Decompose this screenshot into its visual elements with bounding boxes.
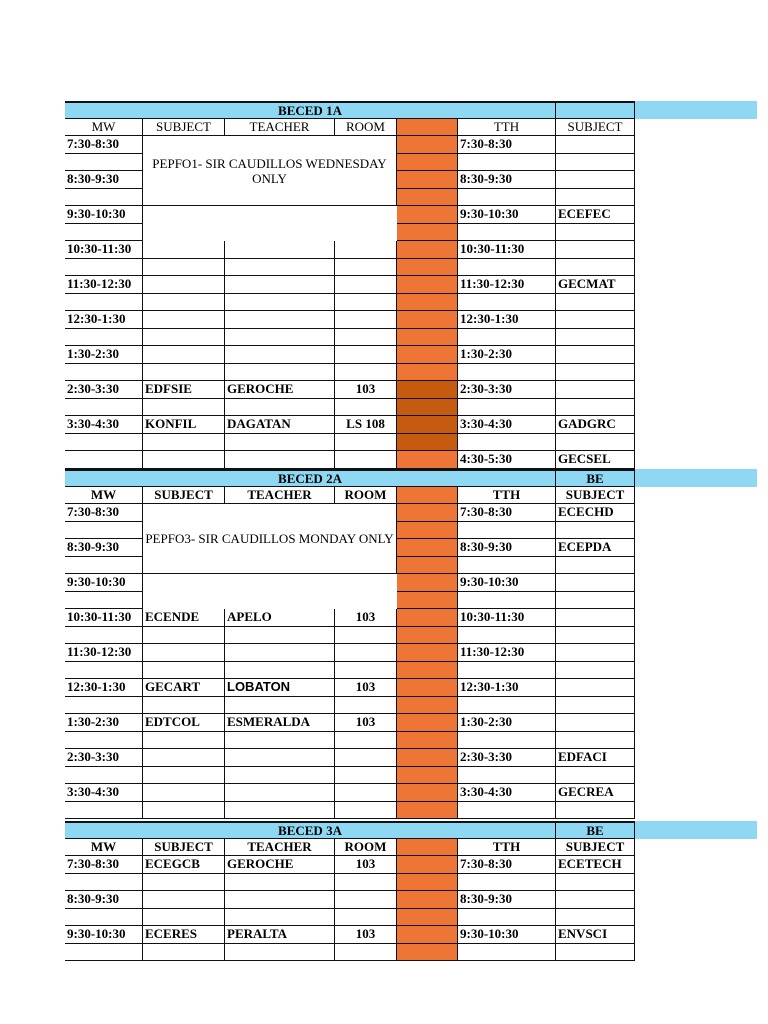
time-tth-blank — [458, 592, 556, 610]
teacher-cell — [225, 311, 335, 329]
time-tth: 8:30-9:30 — [458, 539, 556, 557]
tth-subject-blank — [556, 294, 635, 312]
divider-column — [397, 697, 458, 715]
room-blank — [335, 434, 397, 452]
tth-subject-blank — [556, 662, 635, 680]
tth-subject-cell — [556, 171, 635, 189]
time-mw: 9:30-10:30 — [65, 206, 143, 224]
room-blank — [335, 294, 397, 312]
time-mw-blank — [65, 364, 143, 382]
time-tth: 2:30-3:30 — [458, 381, 556, 399]
teacher-cell: DAGATAN — [225, 416, 335, 434]
teacher-cell — [225, 241, 335, 259]
teacher-cell — [225, 276, 335, 294]
time-mw-blank — [65, 224, 143, 242]
time-tth: 10:30-11:30 — [458, 609, 556, 627]
time-mw-blank — [65, 189, 143, 207]
tth-subject-cell: ECEPDA — [556, 539, 635, 557]
room-cell: 103 — [335, 609, 397, 627]
tth-subject-blank — [556, 329, 635, 347]
time-mw: 7:30-8:30 — [65, 136, 143, 154]
divider-column — [397, 732, 458, 750]
teacher-blank — [225, 294, 335, 312]
time-mw-blank — [65, 154, 143, 172]
divider-column — [397, 119, 458, 137]
teacher-blank — [225, 767, 335, 785]
subject-blank — [143, 767, 225, 785]
time-tth-blank — [458, 802, 556, 820]
time-mw: 10:30-11:30 — [65, 241, 143, 259]
subject-cell — [143, 241, 225, 259]
time-mw: 10:30-11:30 — [65, 609, 143, 627]
tth-subject-cell: ECECHD — [556, 504, 635, 522]
header-mw: MW — [65, 487, 143, 505]
time-tth: 11:30-12:30 — [458, 644, 556, 662]
teacher-cell: PERALTA — [225, 926, 335, 944]
teacher-blank — [225, 627, 335, 645]
divider-column — [397, 767, 458, 785]
time-tth: 8:30-9:30 — [458, 171, 556, 189]
time-tth: 4:30-5:30 — [458, 451, 556, 469]
time-tth-blank — [458, 627, 556, 645]
time-mw: 2:30-3:30 — [65, 381, 143, 399]
divider-column — [397, 241, 458, 259]
divider-column — [397, 627, 458, 645]
room-cell: 103 — [335, 714, 397, 732]
room-blank — [335, 767, 397, 785]
teacher-blank — [225, 399, 335, 417]
divider-column — [397, 136, 458, 154]
time-tth-blank — [458, 909, 556, 927]
divider-column — [397, 346, 458, 364]
teacher-cell — [225, 451, 335, 469]
tth-subject-blank — [556, 259, 635, 277]
tth-subject-cell — [556, 346, 635, 364]
time-tth-blank — [458, 767, 556, 785]
time-mw-blank — [65, 522, 143, 540]
section-title-right — [556, 101, 635, 119]
divider-column — [397, 574, 458, 592]
time-mw-blank — [65, 294, 143, 312]
teacher-cell: LOBATON — [225, 679, 335, 697]
room-cell — [335, 749, 397, 767]
subject-blank — [143, 944, 225, 962]
divider-column — [397, 276, 458, 294]
divider-column — [397, 154, 458, 172]
room-cell: 103 — [335, 856, 397, 874]
subject-cell: ECENDE — [143, 609, 225, 627]
divider-column — [397, 839, 458, 857]
tth-subject-cell: GECMAT — [556, 276, 635, 294]
tth-subject-blank — [556, 364, 635, 382]
teacher-cell: GEROCHE — [225, 856, 335, 874]
divider-column — [397, 399, 458, 417]
room-blank — [335, 259, 397, 277]
tth-subject-cell — [556, 311, 635, 329]
tth-subject-cell — [556, 381, 635, 399]
room-cell: 103 — [335, 926, 397, 944]
room-cell — [335, 346, 397, 364]
time-mw: 11:30-12:30 — [65, 644, 143, 662]
time-tth: 12:30-1:30 — [458, 311, 556, 329]
subject-blank — [143, 294, 225, 312]
header-room: ROOM — [335, 119, 397, 137]
divider-column — [397, 926, 458, 944]
header-tth-subject: SUBJECT — [556, 487, 635, 505]
subject-blank — [143, 399, 225, 417]
teacher-blank — [225, 259, 335, 277]
divider-column — [397, 592, 458, 610]
room-blank — [335, 697, 397, 715]
time-tth: 12:30-1:30 — [458, 679, 556, 697]
teacher-blank — [225, 697, 335, 715]
divider-column — [397, 784, 458, 802]
divider-column — [397, 416, 458, 434]
tth-subject-blank — [556, 592, 635, 610]
subject-cell — [143, 749, 225, 767]
header-tth-subject: SUBJECT — [556, 119, 635, 137]
time-tth: 11:30-12:30 — [458, 276, 556, 294]
divider-column — [397, 171, 458, 189]
tth-subject-cell: GADGRC — [556, 416, 635, 434]
divider-column — [397, 662, 458, 680]
time-mw-blank — [65, 944, 143, 962]
subject-blank — [143, 434, 225, 452]
subject-cell: KONFIL — [143, 416, 225, 434]
teacher-cell: APELO — [225, 609, 335, 627]
tth-subject-blank — [556, 434, 635, 452]
divider-column — [397, 189, 458, 207]
subject-cell — [143, 311, 225, 329]
time-tth-blank — [458, 944, 556, 962]
time-mw: 3:30-4:30 — [65, 416, 143, 434]
time-mw-blank — [65, 434, 143, 452]
time-mw-blank — [65, 767, 143, 785]
time-tth-blank — [458, 434, 556, 452]
teacher-cell — [225, 749, 335, 767]
time-tth: 1:30-2:30 — [458, 714, 556, 732]
time-tth: 7:30-8:30 — [458, 856, 556, 874]
teacher-blank — [225, 944, 335, 962]
teacher-blank — [225, 732, 335, 750]
time-tth-blank — [458, 557, 556, 575]
room-blank — [335, 909, 397, 927]
teacher-cell — [225, 346, 335, 364]
section-title: BECED 1A — [65, 101, 556, 119]
subject-cell: ECEGCB — [143, 856, 225, 874]
header-teacher: TEACHER — [225, 487, 335, 505]
divider-column — [397, 802, 458, 820]
divider-column — [397, 434, 458, 452]
time-mw: 12:30-1:30 — [65, 679, 143, 697]
subject-blank — [143, 874, 225, 892]
room-blank — [335, 732, 397, 750]
subject-blank — [143, 732, 225, 750]
tth-subject-blank — [556, 399, 635, 417]
divider-column — [397, 294, 458, 312]
tth-subject-cell: ENVSCI — [556, 926, 635, 944]
time-mw-blank — [65, 697, 143, 715]
tth-subject-blank — [556, 944, 635, 962]
room-cell — [335, 241, 397, 259]
time-mw: 1:30-2:30 — [65, 714, 143, 732]
subject-cell — [143, 644, 225, 662]
divider-column — [397, 609, 458, 627]
header-tth: TTH — [458, 119, 556, 137]
time-mw-blank — [65, 627, 143, 645]
time-tth: 3:30-4:30 — [458, 784, 556, 802]
teacher-blank — [225, 662, 335, 680]
time-tth-blank — [458, 224, 556, 242]
divider-column — [397, 909, 458, 927]
divider-column — [397, 206, 458, 224]
tth-subject-cell: GECSEL — [556, 451, 635, 469]
room-cell: 103 — [335, 381, 397, 399]
divider-column — [397, 944, 458, 962]
tth-subject-blank — [556, 874, 635, 892]
header-teacher: TEACHER — [225, 839, 335, 857]
section-title-overflow — [635, 101, 757, 119]
room-blank — [335, 802, 397, 820]
divider-column — [397, 381, 458, 399]
time-mw: 2:30-3:30 — [65, 749, 143, 767]
time-mw: 11:30-12:30 — [65, 276, 143, 294]
divider-column — [397, 311, 458, 329]
time-tth: 7:30-8:30 — [458, 504, 556, 522]
time-tth: 7:30-8:30 — [458, 136, 556, 154]
section-title-right: BE — [556, 821, 635, 839]
tth-subject-cell — [556, 714, 635, 732]
tth-subject-cell — [556, 241, 635, 259]
divider-column — [397, 644, 458, 662]
tth-subject-cell — [556, 891, 635, 909]
tth-subject-blank — [556, 189, 635, 207]
time-tth-blank — [458, 154, 556, 172]
tth-subject-cell — [556, 136, 635, 154]
subject-cell — [143, 891, 225, 909]
time-mw-blank — [65, 399, 143, 417]
room-blank — [335, 364, 397, 382]
time-mw: 9:30-10:30 — [65, 926, 143, 944]
time-tth-blank — [458, 662, 556, 680]
room-cell — [335, 276, 397, 294]
time-tth-blank — [458, 732, 556, 750]
tth-subject-cell — [556, 609, 635, 627]
teacher-blank — [225, 802, 335, 820]
time-mw: 12:30-1:30 — [65, 311, 143, 329]
subject-cell — [143, 346, 225, 364]
room-cell — [335, 891, 397, 909]
teacher-blank — [225, 364, 335, 382]
subject-cell: ECERES — [143, 926, 225, 944]
tth-subject-blank — [556, 627, 635, 645]
divider-column — [397, 679, 458, 697]
header-subject: SUBJECT — [143, 487, 225, 505]
room-blank — [335, 399, 397, 417]
time-tth-blank — [458, 294, 556, 312]
time-mw — [65, 451, 143, 469]
room-blank — [335, 627, 397, 645]
subject-cell: EDFSIE — [143, 381, 225, 399]
time-mw-blank — [65, 662, 143, 680]
time-mw-blank — [65, 592, 143, 610]
tth-subject-cell — [556, 679, 635, 697]
header-mw: MW — [65, 119, 143, 137]
time-mw: 9:30-10:30 — [65, 574, 143, 592]
room-cell — [335, 311, 397, 329]
merged-note: PEPFO3- SIR CAUDILLOS MONDAY ONLY — [143, 504, 397, 574]
divider-column — [397, 224, 458, 242]
subject-blank — [143, 662, 225, 680]
tth-subject-blank — [556, 732, 635, 750]
time-mw: 7:30-8:30 — [65, 504, 143, 522]
section-title-overflow — [635, 469, 757, 487]
divider-column — [397, 714, 458, 732]
room-blank — [335, 662, 397, 680]
tth-subject-cell: ECETECH — [556, 856, 635, 874]
teacher-cell — [225, 891, 335, 909]
divider-column — [397, 749, 458, 767]
tth-subject-blank — [556, 802, 635, 820]
time-mw: 8:30-9:30 — [65, 539, 143, 557]
room-blank — [335, 944, 397, 962]
header-teacher: TEACHER — [225, 119, 335, 137]
tth-subject-blank — [556, 909, 635, 927]
divider-column — [397, 364, 458, 382]
divider-column — [397, 874, 458, 892]
time-mw-blank — [65, 874, 143, 892]
time-mw-blank — [65, 732, 143, 750]
subject-blank — [143, 697, 225, 715]
time-mw-blank — [65, 802, 143, 820]
header-tth-subject: SUBJECT — [556, 839, 635, 857]
tth-subject-blank — [556, 557, 635, 575]
time-mw-blank — [65, 909, 143, 927]
tth-subject-cell — [556, 574, 635, 592]
subject-cell — [143, 784, 225, 802]
time-tth: 3:30-4:30 — [458, 416, 556, 434]
room-cell: LS 108 — [335, 416, 397, 434]
time-mw: 8:30-9:30 — [65, 171, 143, 189]
time-tth: 2:30-3:30 — [458, 749, 556, 767]
time-mw: 8:30-9:30 — [65, 891, 143, 909]
time-mw: 7:30-8:30 — [65, 856, 143, 874]
subject-cell: GECART — [143, 679, 225, 697]
divider-column — [397, 891, 458, 909]
divider-column — [397, 856, 458, 874]
header-mw: MW — [65, 839, 143, 857]
teacher-cell: GEROCHE — [225, 381, 335, 399]
time-tth-blank — [458, 259, 556, 277]
subject-cell — [143, 276, 225, 294]
divider-column — [397, 539, 458, 557]
section-title-overflow — [635, 821, 757, 839]
subject-blank — [143, 802, 225, 820]
divider-column — [397, 557, 458, 575]
tth-subject-blank — [556, 767, 635, 785]
room-cell — [335, 644, 397, 662]
subject-cell: EDTCOL — [143, 714, 225, 732]
teacher-cell — [225, 644, 335, 662]
subject-blank — [143, 329, 225, 347]
subject-cell — [143, 451, 225, 469]
subject-blank — [143, 627, 225, 645]
section-title: BECED 2A — [65, 469, 556, 487]
time-tth-blank — [458, 329, 556, 347]
tth-subject-blank — [556, 154, 635, 172]
teacher-cell — [225, 784, 335, 802]
header-room: ROOM — [335, 487, 397, 505]
header-tth: TTH — [458, 487, 556, 505]
time-tth-blank — [458, 697, 556, 715]
tth-subject-cell: EDFACI — [556, 749, 635, 767]
room-blank — [335, 874, 397, 892]
header-subject: SUBJECT — [143, 839, 225, 857]
subject-blank — [143, 259, 225, 277]
teacher-cell: ESMERALDA — [225, 714, 335, 732]
room-cell — [335, 451, 397, 469]
header-subject: SUBJECT — [143, 119, 225, 137]
teacher-blank — [225, 874, 335, 892]
time-tth: 10:30-11:30 — [458, 241, 556, 259]
time-tth-blank — [458, 189, 556, 207]
time-tth-blank — [458, 874, 556, 892]
time-tth: 9:30-10:30 — [458, 926, 556, 944]
header-room: ROOM — [335, 839, 397, 857]
time-mw-blank — [65, 259, 143, 277]
tth-subject-blank — [556, 697, 635, 715]
merged-note: PEPFO1- SIR CAUDILLOS WEDNESDAY ONLY — [143, 136, 397, 206]
section-title-right: BE — [556, 469, 635, 487]
time-mw: 1:30-2:30 — [65, 346, 143, 364]
tth-subject-blank — [556, 224, 635, 242]
divider-column — [397, 329, 458, 347]
tth-subject-cell: ECEFEC — [556, 206, 635, 224]
divider-column — [397, 504, 458, 522]
time-tth-blank — [458, 399, 556, 417]
time-tth: 1:30-2:30 — [458, 346, 556, 364]
time-mw: 3:30-4:30 — [65, 784, 143, 802]
tth-subject-cell: GECREA — [556, 784, 635, 802]
divider-column — [397, 522, 458, 540]
teacher-blank — [225, 909, 335, 927]
tth-subject-cell — [556, 644, 635, 662]
subject-blank — [143, 909, 225, 927]
time-tth-blank — [458, 522, 556, 540]
room-cell — [335, 784, 397, 802]
room-cell: 103 — [335, 679, 397, 697]
header-tth: TTH — [458, 839, 556, 857]
divider-column — [397, 259, 458, 277]
time-tth-blank — [458, 364, 556, 382]
tth-subject-blank — [556, 522, 635, 540]
time-tth: 9:30-10:30 — [458, 574, 556, 592]
teacher-blank — [225, 434, 335, 452]
time-mw-blank — [65, 557, 143, 575]
section-title: BECED 3A — [65, 821, 556, 839]
time-tth: 8:30-9:30 — [458, 891, 556, 909]
room-blank — [335, 329, 397, 347]
time-mw-blank — [65, 329, 143, 347]
time-tth: 9:30-10:30 — [458, 206, 556, 224]
subject-blank — [143, 364, 225, 382]
divider-column — [397, 451, 458, 469]
teacher-blank — [225, 329, 335, 347]
divider-column — [397, 487, 458, 505]
